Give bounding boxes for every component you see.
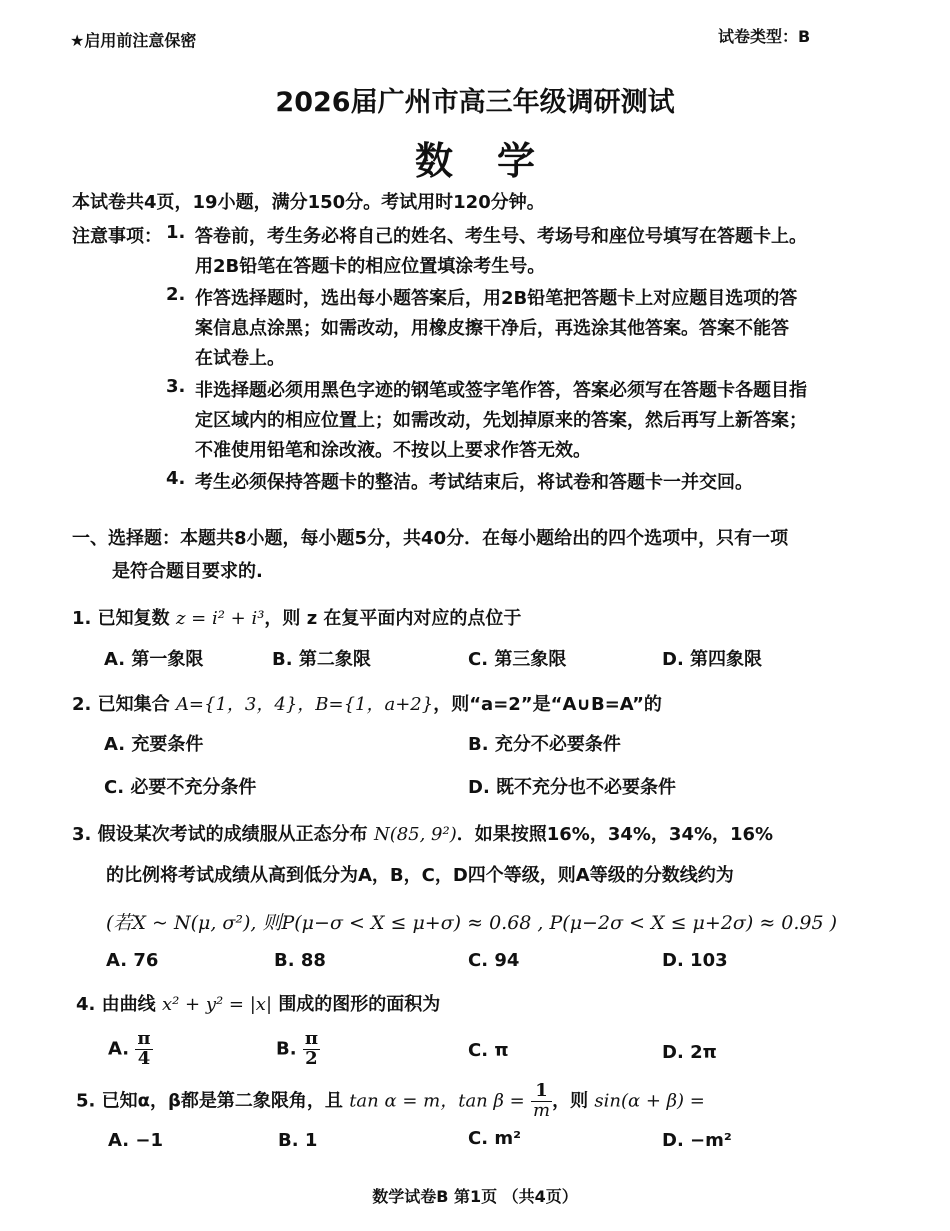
question-number: 2. [72, 694, 92, 715]
question-text: α，β都是第二象限角，且 [137, 1090, 343, 1112]
question-2 [72, 690, 662, 716]
question-expression: tan α = m，tan β = [349, 1090, 525, 1112]
option-label: A. [108, 1038, 130, 1060]
fraction [303, 1030, 320, 1069]
question-number: 4. [76, 994, 96, 1015]
question-3-line2: 的比例将考试成绩从高到低分为A，B，C，D四个等级，则A等级的分数线约为 [106, 865, 734, 886]
question-text: 已知集合 [97, 694, 170, 715]
note-number: 4. [166, 468, 186, 489]
option-c: C. 94 [468, 950, 520, 971]
paper-type: 试卷类型：B [718, 27, 811, 46]
fraction [531, 1082, 552, 1121]
note-line: 作答选择题时，选出每小题答案后，用2B铅笔把答题卡上对应题目选项的答 [195, 288, 798, 309]
option-b: B. 1 [278, 1130, 318, 1151]
option-a: A. 充要条件 [104, 734, 204, 755]
option-b [276, 1030, 320, 1069]
option-b: B. 充分不必要条件 [468, 734, 621, 755]
note-line: 考生必须保持答题卡的整洁。考试结束后，将试卷和答题卡一并交回。 [195, 472, 753, 493]
question-text: 假设某次考试的成绩服从正态分布 [97, 824, 368, 845]
note-line: 用2B铅笔在答题卡的相应位置填涂考生号。 [195, 256, 546, 277]
option-d: D. −m² [662, 1130, 732, 1151]
option-a: A. −1 [108, 1130, 163, 1151]
option-c: C. 第三象限 [468, 649, 567, 670]
option-label: C. [468, 1040, 489, 1061]
section-heading-cont: 是符合题目要求的. [112, 561, 263, 582]
question-text: 围成的图形的面积为 [278, 994, 441, 1015]
section-heading: 一、选择题：本题共8小题，每小题5分，共40分．在每小题给出的四个选项中，只有一项 [72, 528, 789, 549]
option-d: D. 既不充分也不必要条件 [468, 777, 677, 798]
option-a: A. 第一象限 [104, 649, 204, 670]
denominator: 4 [137, 1047, 151, 1069]
question-number: 3. [72, 824, 92, 845]
option-label: B. [276, 1038, 297, 1060]
question-text: 已知 [101, 1090, 138, 1112]
option-value: π [494, 1040, 509, 1061]
question-5 [76, 1082, 705, 1121]
numerator: 1 [531, 1082, 552, 1102]
note-line: 非选择题必须用黑色字迹的钢笔或签字笔作答，答案必须写在答题卡各题目指 [195, 380, 807, 401]
question-expression: N(85, 9²) [373, 824, 457, 845]
option-d: D. 第四象限 [662, 649, 763, 670]
question-text: ，则 [552, 1090, 589, 1112]
notes-label: 注意事项： [72, 226, 162, 247]
note-number: 3. [166, 376, 186, 397]
option-label: D. [662, 1042, 684, 1063]
page-footer: 数学试卷B 第1页 （共4页） [372, 1187, 578, 1206]
question-number: 5. [76, 1090, 96, 1112]
question-number: 1. [72, 608, 92, 629]
option-d [662, 1042, 717, 1063]
question-text: ．如果按照16%，34%，34%，16% [456, 824, 774, 845]
question-3-hint: (若X ~ N(μ, σ²), 则P(μ−σ < X ≤ μ+σ) ≈ 0.68 , P(μ−2σ < X ≤ μ+2σ) ≈ 0.95 ) [106, 912, 838, 934]
question-text: ，则“a=2”是“A∪B=A”的 [433, 694, 662, 715]
note-line: 在试卷上。 [195, 348, 285, 369]
note-line: 定区域内的相应位置上；如需改动，先划掉原来的答案，然后再写上新答案； [195, 410, 807, 431]
note-line: 不准使用铅笔和涂改液。不按以上要求作答无效。 [195, 440, 591, 461]
exam-intro: 本试卷共4页，19小题，满分150分。考试用时120分钟。 [72, 192, 545, 213]
question-expression: x² + y² = |x| [161, 994, 273, 1015]
question-3 [72, 820, 773, 846]
question-expression: A={1，3，4}，B={1，a+2} [175, 694, 434, 715]
note-line: 答卷前，考生务必将自己的姓名、考生号、考场号和座位号填写在答题卡上。 [195, 226, 807, 247]
question-expression: sin(α + β) = [594, 1090, 705, 1112]
option-c [468, 1040, 509, 1061]
option-d: D. 103 [662, 950, 728, 971]
option-value: 2π [690, 1042, 717, 1063]
option-b: B. 88 [274, 950, 326, 971]
subject-title: 数学 [414, 139, 579, 183]
question-1 [72, 604, 521, 630]
fraction [135, 1030, 152, 1069]
question-4 [76, 990, 440, 1016]
option-c: C. m² [468, 1128, 521, 1149]
numerator: π [304, 1028, 319, 1049]
option-c: C. 必要不充分条件 [104, 777, 257, 798]
numerator: π [137, 1028, 151, 1049]
confidential-mark: ★启用前注意保密 [70, 31, 197, 50]
denominator: m [533, 1099, 551, 1121]
option-a: A. 76 [106, 950, 159, 971]
question-text: 已知复数 [97, 608, 170, 629]
question-text: ，则 z 在复平面内对应的点位于 [264, 608, 522, 629]
option-a [108, 1030, 153, 1069]
exam-title: 2026届广州市高三年级调研测试 [275, 87, 675, 118]
denominator: 2 [305, 1047, 318, 1069]
question-expression: z = i² + i³ [175, 608, 265, 629]
note-line: 案信息点涂黑；如需改动，用橡皮擦干净后，再选涂其他答案。答案不能答 [195, 318, 789, 339]
option-b: B. 第二象限 [272, 649, 371, 670]
note-number: 1. [166, 222, 186, 243]
note-number: 2. [166, 284, 186, 305]
question-text: 由曲线 [101, 994, 156, 1015]
